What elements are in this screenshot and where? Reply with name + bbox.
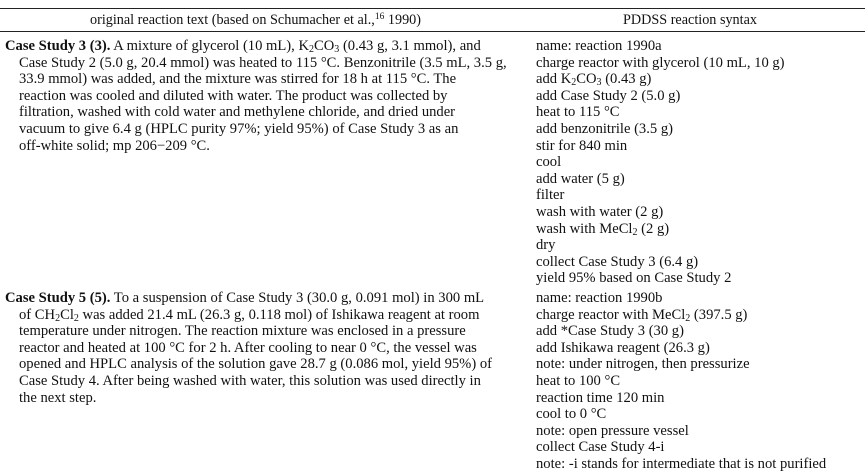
step-line: charge reactor with glycerol (10 mL, 10 g): [536, 54, 785, 71]
step-line: reaction time 120 min: [536, 389, 665, 406]
row-1-case-title: Case Study 3 (3).: [5, 38, 111, 54]
step-line: dry: [536, 237, 556, 254]
step-line: note: open pressure vessel: [536, 422, 689, 439]
header-left-text: original reaction text (based on Schumacher et al.,: [90, 12, 375, 28]
header-pddss-syntax: PDDSS reaction syntax: [623, 12, 757, 28]
step-line: cool to 0 °C: [536, 406, 607, 423]
table-top-rule: [0, 8, 865, 9]
header-original-reaction-text: [90, 12, 421, 28]
step-line: heat to 115 °C: [536, 104, 620, 121]
step-line: wash with MeCl$_2$ (2 g): [536, 220, 670, 238]
step-line: add water (5 g): [536, 170, 625, 187]
header-left-year: 1990): [384, 12, 421, 28]
step-line: note: -i stands for intermediate that is not purified: [536, 455, 827, 472]
step-line: wash with water (2 g): [536, 203, 664, 220]
step-line: heat to 100 °C: [536, 372, 621, 389]
row-1-text-line: Case Study 3 (3). A mixture of glycerol (10 mL), $K_2CO_3$ (0.43 g, 3.1 mmol), and: [5, 38, 481, 55]
row-1-text-line: reaction was cooled and diluted with water. The product was collected by: [19, 87, 448, 104]
step-line: cool: [536, 154, 562, 171]
step-line: charge reactor with MeCl$_2$ (397.5 g): [536, 306, 748, 324]
row-2-text-line: temperature under nitrogen. The reaction mixture was enclosed in a pressure: [19, 323, 466, 340]
step-line: add $K_2CO_3$ (0.43 g): [536, 71, 652, 89]
step-line: collect Case Study 4-i: [536, 439, 665, 456]
row-2-text-line: the next step.: [19, 389, 97, 406]
row-2-text-line: opened and HPLC analysis of the solution gave 28.7 g (0.086 mol, yield 95%) of: [19, 356, 493, 373]
step-line: name: reaction 1990a: [536, 38, 662, 54]
step-line: add benzonitrile (3.5 g): [536, 120, 673, 137]
row-2-text-line: of $CH_2Cl_2$ was added 21.4 mL (26.3 g, 0.118 mol) of Ishikawa reagent at room: [19, 306, 480, 324]
row-2-text-line: Case Study 4. After being washed with water, this solution was used directly in: [19, 372, 481, 389]
row-1-original-text: [5, 38, 507, 154]
row-1-text-line: vacuum to give 6.4 g (HPLC purity 97%; yield 95%) of Case Study 3 as an: [19, 120, 459, 137]
row-2-original-text: [5, 290, 492, 406]
row-1-text-line: filtration, washed with cold water and methylene chloride, and dried under: [19, 104, 456, 121]
step-line: note: under nitrogen, then pressurize: [536, 356, 750, 373]
header-bottom-rule: [0, 31, 865, 32]
step-line: yield 95% based on Case Study 2: [536, 270, 732, 287]
step-line: filter: [536, 187, 565, 204]
row-2-text-line: Case Study 5 (5). To a suspension of Case Study 3 (30.0 g, 0.091 mol) in 300 mL: [5, 290, 485, 306]
step-line: add Case Study 2 (5.0 g): [536, 87, 681, 104]
step-line: collect Case Study 3 (6.4 g): [536, 253, 699, 270]
row-1-text-line: Case Study 2 (5.0 g, 20.4 mmol) was heated to 115 °C. Benzonitrile (3.5 mL, 3.5 g,: [19, 54, 507, 71]
step-line: add *Case Study 3 (30 g): [536, 323, 684, 340]
row-1-pddss-steps: [536, 38, 785, 287]
step-line: add Ishikawa reagent (26.3 g): [536, 339, 710, 356]
step-line: name: reaction 1990b: [536, 290, 663, 306]
row-1-text-line: 33.9 mmol) was added, and the mixture was stirred for 18 h at 115 °C. The: [19, 71, 457, 88]
row-2-text-line: reactor and heated at 100 °C for 2 h. After cooling to near 0 °C, the vessel was: [19, 339, 477, 356]
row-1-text-line: off-white solid; mp 206−209 °C.: [19, 137, 210, 154]
step-line: stir for 840 min: [536, 137, 628, 154]
row-2-case-title: Case Study 5 (5).: [5, 290, 111, 306]
row-2-pddss-steps: [536, 290, 826, 473]
header-reference-number: 16: [374, 12, 385, 22]
